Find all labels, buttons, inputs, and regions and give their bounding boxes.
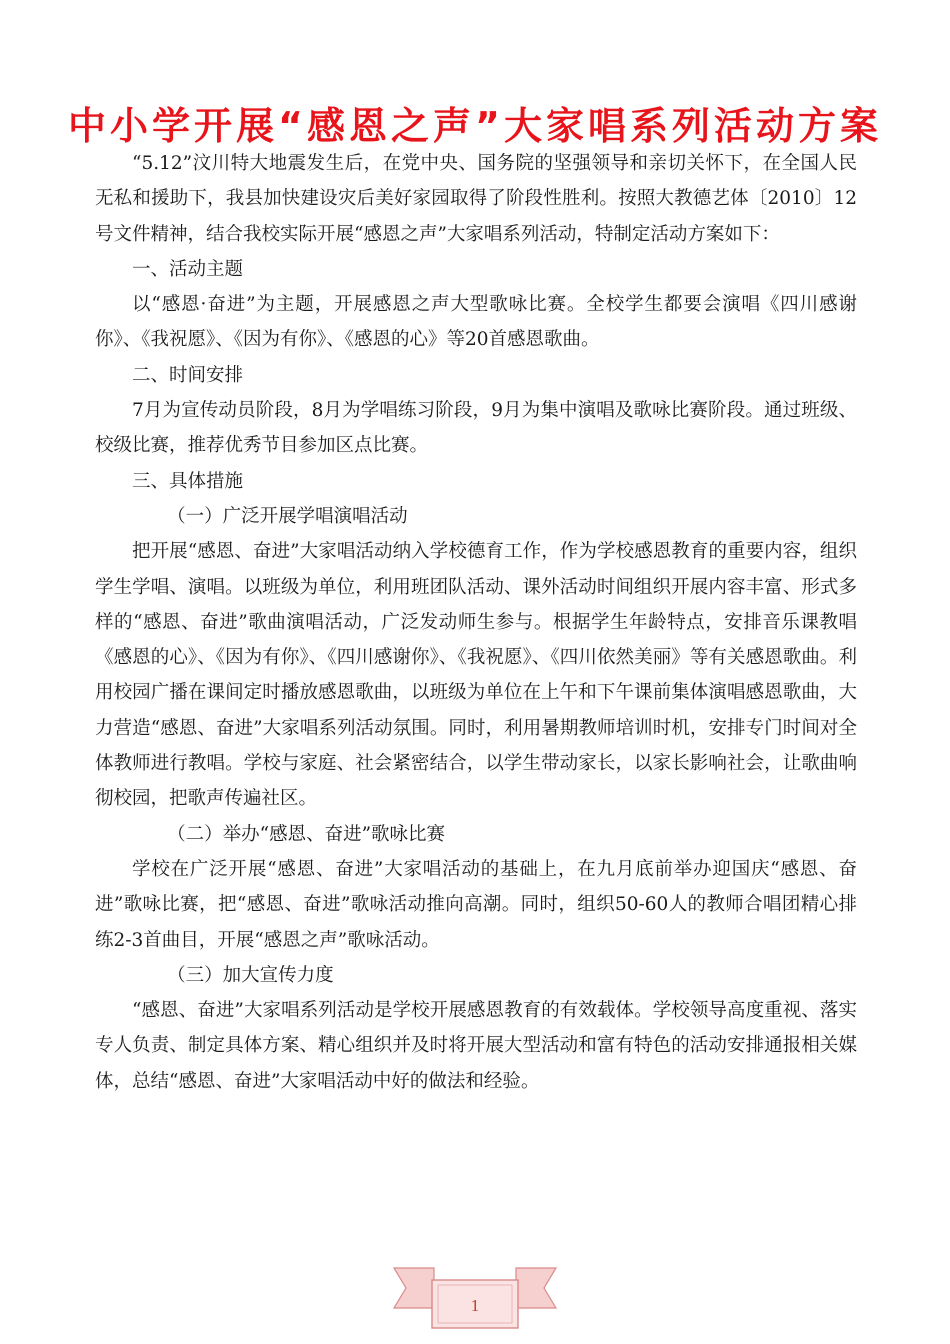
subheading-measure-1: （一）广泛开展学唱演唱活动 [167,505,408,527]
subheading-measure-3: （三）加大宣传力度 [167,964,334,986]
paragraph-measure-1: 把开展“感恩、奋进”大家唱活动纳入学校德育工作，作为学校感恩教育的重要内容，组织学生学唱、演唱。以班级为单位，利用班团队活动、课外活动时间组织开展内容丰富、形式多样的“感恩、奋进”歌曲演唱活动，广泛发动师生参与。根据学生年龄特点，安排音乐课教唱《感恩的心》、《因为有你》、《四川感谢你》、《我祝愿》、《四川依然美丽》等有关感恩歌曲。利用校园广播在课间定时播放感恩歌曲，以班级为单位在上午和下午课前集体演唱感恩歌曲，大力营造“感恩、奋进”大家唱系列活动氛围。同时，利用暑期教师培训时机，安排专门时间对全体教师进行教唱。学校与家庭、社会紧密结合，以学生带动家长，以家长影响社会，让歌曲响彻校园，把歌声传遍社区。 [95,541,857,810]
paragraph-schedule: 7月为宣传动员阶段，8月为学唱练习阶段，9月为集中演唱及歌咏比赛阶段。通过班级、校级比赛，推荐优秀节目参加区点比赛。 [95,400,857,457]
page-number: 1 [470,1296,480,1315]
paragraph-theme: 以“感恩·奋进”为主题，开展感恩之声大型歌咏比赛。全校学生都要会演唱《四川感谢你》、《我祝愿》、《因为有你》、《感恩的心》等20首感恩歌曲。 [95,294,857,351]
subheading-measure-2: （二）举办“感恩、奋进”歌咏比赛 [167,823,446,845]
paragraph-intro: “5.12”汶川特大地震发生后，在党中央、国务院的坚强领导和亲切关怀下，在全国人民无私和援助下，我县加快建设灾后美好家园取得了阶段性胜利。按照大教德艺体〔2010〕12号文件精神，结合我校实际开展“感恩之声”大家唱系列活动，特制定活动方案如下： [95,153,857,245]
page-number-ribbon [392,1262,558,1336]
section-heading-schedule: 二、时间安排 [132,364,244,386]
section-heading-measures: 三、具体措施 [132,470,244,492]
paragraph-measure-2: 学校在广泛开展“感恩、奋进”大家唱活动的基础上，在九月底前举办迎国庆“感恩、奋进”歌咏比赛，把“感恩、奋进”歌咏活动推向高潮。同时，组织50-60人的教师合唱团精心排练2-3首曲目，开展“感恩之声”歌咏活动。 [95,858,857,951]
document-body [95,146,857,1099]
paragraph-measure-3: “感恩、奋进”大家唱系列活动是学校开展感恩教育的有效载体。学校领导高度重视、落实专人负责、制定具体方案、精心组织并及时将开展大型活动和富有特色的活动安排通报相关媒体，总结“感恩、奋进”大家唱活动中好的做法和经验。 [95,1000,857,1092]
document-title: 中小学开展“感恩之声”大家唱系列活动方案 [68,104,882,148]
section-heading-theme: 一、活动主题 [132,258,244,280]
